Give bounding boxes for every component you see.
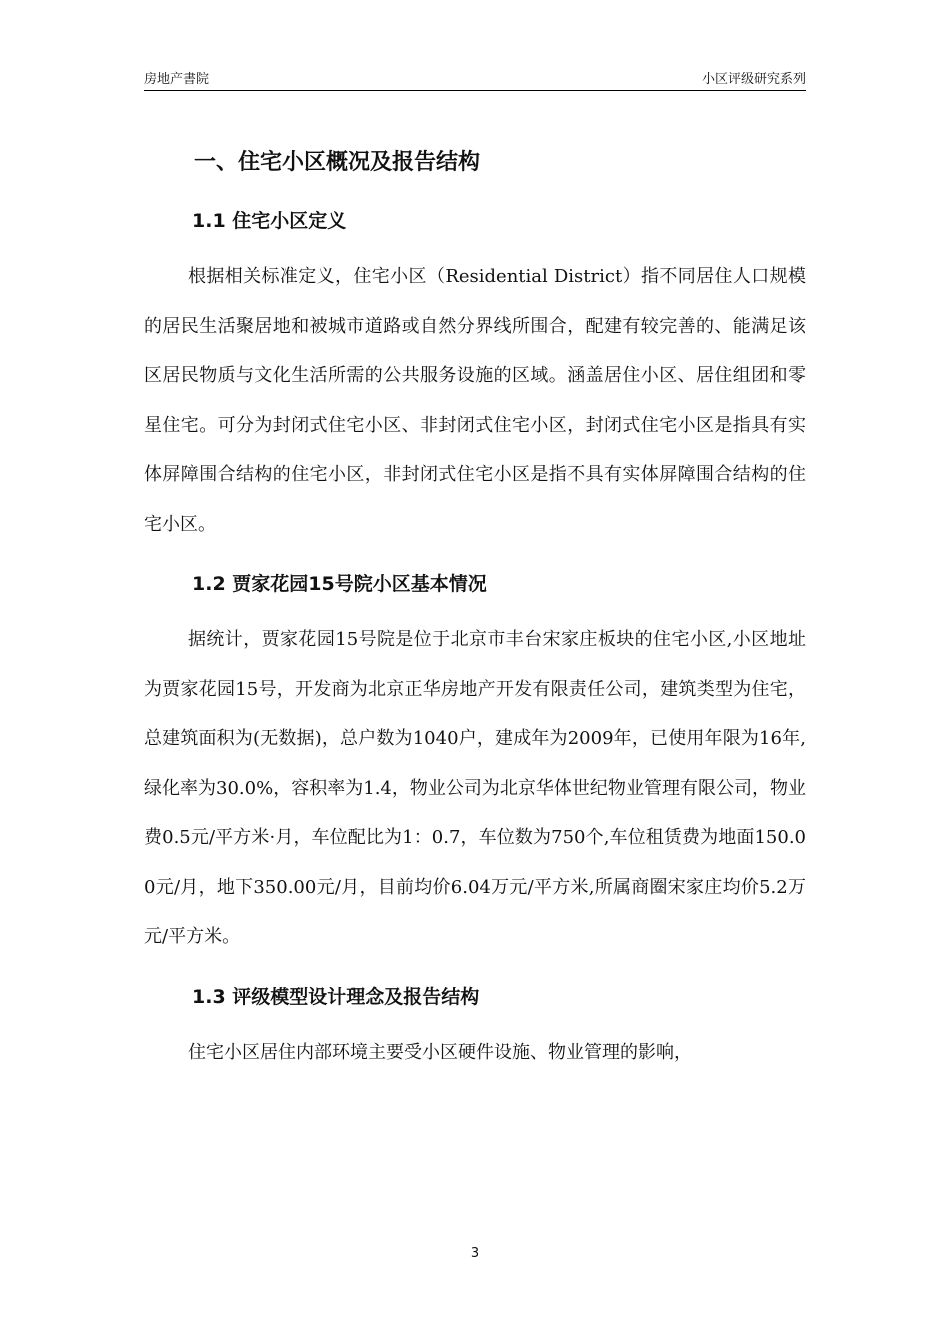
subsection-heading-1-1: 1.1 住宅小区定义 xyxy=(192,210,347,232)
header-series-title: 小区评级研究系列 xyxy=(701,72,806,87)
page-number: 3 xyxy=(470,1246,480,1261)
page-header xyxy=(144,66,806,91)
header-publisher: 房地产書院 xyxy=(144,72,210,87)
subsection-heading-1-3: 1.3 评级模型设计理念及报告结构 xyxy=(192,985,480,1008)
subsection-heading-1-2: 1.2 贾家花园15号院小区基本情况 xyxy=(192,573,487,595)
document-body xyxy=(144,138,806,1087)
paragraph-model-design: 住宅小区居住内部环境主要受小区硬件设施、物业管理的影响， xyxy=(188,1041,692,1063)
section-title: 一、住宅小区概况及报告结构 xyxy=(194,150,481,175)
paragraph-basic-info: 据统计，贾家花园15号院是位于北京市丰台宋家庄板块的住宅小区,小区地址为贾家花园15号，开发商为北京正华房地产开发有限责任公司，建筑类型为住宅，总建筑面积为(无数据)，总户数为1040户，建成年为2009年，已使用年限为16年,绿化率为30.0%，容积率为1.4，物业公司为北京华体世纪物业管理有限公司，物业费0.5元/平方米·月，车位配比为1：0.7，车位数为750个,车位租赁费为地面150.00元/月，地下350.00元/月，目前均价6.04万元/平方米,所属商圈宋家庄均价5.2万元/平方米。 xyxy=(144,629,806,947)
paragraph-definition: 根据相关标准定义，住宅小区（Residential District）指不同居住人口规模的居民生活聚居地和被城市道路或自然分界线所围合，配建有较完善的、能满足该区居民物质与文化生活所需的公共服务设施的区域。涵盖居住小区、居住组团和零星住宅。可分为封闭式住宅小区、非封闭式住宅小区，封闭式住宅小区是指具有实体屏障围合结构的住宅小区，非封闭式住宅小区是指不具有实体屏障围合结构的住宅小区。 xyxy=(144,266,806,535)
